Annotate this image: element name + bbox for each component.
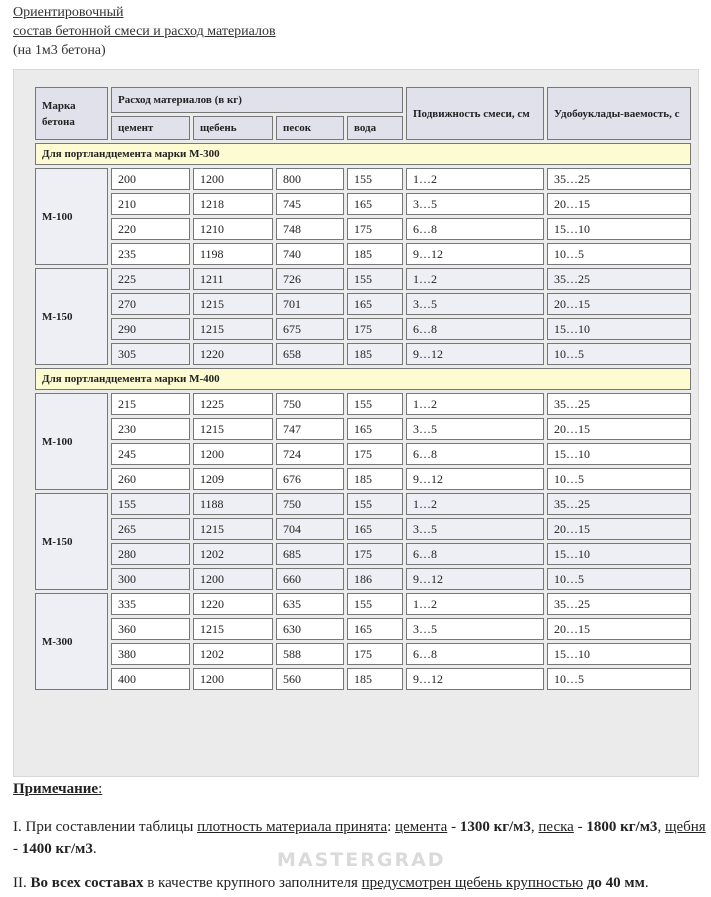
- water-cell: 185: [347, 343, 403, 365]
- cement-cell: 265: [111, 518, 190, 540]
- header-consumption: Расход материалов (в кг): [111, 87, 403, 113]
- workability-cell: 20…15: [547, 193, 691, 215]
- workability-cell: 15…10: [547, 443, 691, 465]
- sand-cell: 748: [276, 218, 344, 240]
- sand-cell: 660: [276, 568, 344, 590]
- mobility-cell: 1…2: [406, 268, 544, 290]
- cement-cell: 360: [111, 618, 190, 640]
- note-heading-text: Примечание: [13, 781, 99, 797]
- note1-gravel-value: 1400 кг/м3: [21, 841, 93, 857]
- water-cell: 175: [347, 443, 403, 465]
- sand-cell: 676: [276, 468, 344, 490]
- mobility-cell: 3…5: [406, 518, 544, 540]
- header-cement: цемент: [111, 116, 190, 140]
- workability-cell: 20…15: [547, 618, 691, 640]
- workability-cell: 10…5: [547, 568, 691, 590]
- workability-cell: 20…15: [547, 418, 691, 440]
- title-line-2: состав бетонной смеси и расход материалов: [13, 24, 276, 39]
- note1-gravel: щебня: [664, 819, 706, 835]
- cement-cell: 155: [111, 493, 190, 515]
- water-cell: 165: [347, 418, 403, 440]
- document-title: [13, 3, 276, 60]
- table-row: [35, 168, 691, 190]
- sand-cell: 685: [276, 543, 344, 565]
- workability-cell: 10…5: [547, 668, 691, 690]
- note1-dash1: -: [447, 819, 460, 835]
- cement-cell: 210: [111, 193, 190, 215]
- gravel-cell: 1200: [193, 668, 273, 690]
- watermark: MASTERGRAD: [277, 849, 446, 871]
- table-row: [35, 418, 691, 440]
- gravel-cell: 1218: [193, 193, 273, 215]
- gravel-cell: 1215: [193, 318, 273, 340]
- note2-prefix: II.: [13, 875, 31, 891]
- note2-end: .: [644, 875, 649, 891]
- gravel-cell: 1200: [193, 168, 273, 190]
- gravel-cell: 1200: [193, 568, 273, 590]
- mobility-cell: 9…12: [406, 343, 544, 365]
- mobility-cell: 3…5: [406, 618, 544, 640]
- table-row: [35, 468, 691, 490]
- gravel-cell: 1210: [193, 218, 273, 240]
- cement-cell: 300: [111, 568, 190, 590]
- water-cell: 175: [347, 643, 403, 665]
- gravel-cell: 1211: [193, 268, 273, 290]
- water-cell: 165: [347, 293, 403, 315]
- sand-cell: 750: [276, 393, 344, 415]
- note-heading: [13, 781, 102, 798]
- table-row: [35, 193, 691, 215]
- gravel-cell: 1215: [193, 518, 273, 540]
- gravel-cell: 1220: [193, 343, 273, 365]
- water-cell: 165: [347, 193, 403, 215]
- title-line-1: Ориентировочный: [13, 5, 124, 20]
- table-row: [35, 318, 691, 340]
- sand-cell: 630: [276, 618, 344, 640]
- sand-cell: 704: [276, 518, 344, 540]
- note2-size: до 40 мм: [586, 875, 645, 891]
- sand-cell: 658: [276, 343, 344, 365]
- sand-cell: 635: [276, 593, 344, 615]
- title-line-3: (на 1м3 бетона): [13, 43, 106, 58]
- sand-cell: 726: [276, 268, 344, 290]
- water-cell: 185: [347, 468, 403, 490]
- gravel-cell: 1188: [193, 493, 273, 515]
- sand-cell: 800: [276, 168, 344, 190]
- workability-cell: 15…10: [547, 318, 691, 340]
- cement-cell: 200: [111, 168, 190, 190]
- workability-cell: 20…15: [547, 293, 691, 315]
- mobility-cell: 6…8: [406, 643, 544, 665]
- table-row: [35, 243, 691, 265]
- water-cell: 155: [347, 493, 403, 515]
- header-workability: Удобоуклады-ваемость, с: [547, 87, 691, 140]
- workability-cell: 10…5: [547, 468, 691, 490]
- mobility-cell: 1…2: [406, 393, 544, 415]
- table-row: [35, 618, 691, 640]
- note1-sand-value: 1800 кг/м3: [586, 819, 658, 835]
- header-mobility: Подвижность смеси, см: [406, 87, 544, 140]
- table-row: [35, 218, 691, 240]
- note1-dash2: -: [573, 819, 587, 835]
- note1-cement-value: 1300 кг/м3: [459, 819, 531, 835]
- water-cell: 155: [347, 393, 403, 415]
- cement-cell: 230: [111, 418, 190, 440]
- workability-cell: 35…25: [547, 168, 691, 190]
- note-item-2: [13, 872, 711, 894]
- note1-sep: :: [387, 819, 396, 835]
- mobility-cell: 1…2: [406, 493, 544, 515]
- water-cell: 155: [347, 268, 403, 290]
- cement-cell: 260: [111, 468, 190, 490]
- gravel-cell: 1200: [193, 443, 273, 465]
- mobility-cell: 9…12: [406, 668, 544, 690]
- mobility-cell: 9…12: [406, 468, 544, 490]
- workability-cell: 15…10: [547, 543, 691, 565]
- mobility-cell: 1…2: [406, 168, 544, 190]
- mobility-cell: 3…5: [406, 293, 544, 315]
- header-water: вода: [347, 116, 403, 140]
- note1-sand: песка: [538, 819, 574, 835]
- gravel-cell: 1215: [193, 618, 273, 640]
- grade-cell: М-100: [35, 393, 108, 490]
- header-sand: песок: [276, 116, 344, 140]
- water-cell: 155: [347, 593, 403, 615]
- sand-cell: 724: [276, 443, 344, 465]
- workability-cell: 35…25: [547, 268, 691, 290]
- sand-cell: 740: [276, 243, 344, 265]
- table-row: [35, 668, 691, 690]
- concrete-mix-table: [32, 84, 694, 693]
- table-row: [35, 593, 691, 615]
- cement-cell: 380: [111, 643, 190, 665]
- water-cell: 186: [347, 568, 403, 590]
- table-row: [35, 343, 691, 365]
- cement-cell: 305: [111, 343, 190, 365]
- mobility-cell: 6…8: [406, 543, 544, 565]
- cement-cell: 280: [111, 543, 190, 565]
- mobility-cell: 9…12: [406, 568, 544, 590]
- cement-cell: 270: [111, 293, 190, 315]
- cement-cell: 225: [111, 268, 190, 290]
- mobility-cell: 3…5: [406, 193, 544, 215]
- workability-cell: 15…10: [547, 643, 691, 665]
- workability-cell: 10…5: [547, 343, 691, 365]
- note2-gravel: предусмотрен щебень крупностью: [361, 875, 584, 891]
- section-title: Для портландцемента марки М-400: [35, 368, 691, 390]
- workability-cell: 35…25: [547, 393, 691, 415]
- header-gravel: щебень: [193, 116, 273, 140]
- table-row: [35, 293, 691, 315]
- note1-comma1: ,: [530, 819, 539, 835]
- table-row: [35, 393, 691, 415]
- gravel-cell: 1202: [193, 643, 273, 665]
- note2-text: в качестве крупного заполнителя: [143, 875, 362, 891]
- cement-cell: 290: [111, 318, 190, 340]
- workability-cell: 20…15: [547, 518, 691, 540]
- cement-cell: 220: [111, 218, 190, 240]
- sand-cell: 747: [276, 418, 344, 440]
- workability-cell: 35…25: [547, 593, 691, 615]
- gravel-cell: 1209: [193, 468, 273, 490]
- mobility-cell: 9…12: [406, 243, 544, 265]
- mobility-cell: 6…8: [406, 218, 544, 240]
- sand-cell: 745: [276, 193, 344, 215]
- water-cell: 175: [347, 543, 403, 565]
- note-heading-colon: :: [98, 781, 103, 797]
- table-row: [35, 568, 691, 590]
- table-row: [35, 443, 691, 465]
- sand-cell: 701: [276, 293, 344, 315]
- header-grade: Марка бетона: [35, 87, 108, 140]
- section-title: Для портландцемента марки М-300: [35, 143, 691, 165]
- grade-cell: М-150: [35, 493, 108, 590]
- water-cell: 155: [347, 168, 403, 190]
- table-row: [35, 543, 691, 565]
- grade-cell: М-150: [35, 268, 108, 365]
- sand-cell: 560: [276, 668, 344, 690]
- table-frame: [13, 69, 699, 777]
- cement-cell: 245: [111, 443, 190, 465]
- cement-cell: 235: [111, 243, 190, 265]
- grade-cell: М-300: [35, 593, 108, 690]
- water-cell: 165: [347, 618, 403, 640]
- workability-cell: 35…25: [547, 493, 691, 515]
- table-row: [35, 643, 691, 665]
- gravel-cell: 1198: [193, 243, 273, 265]
- gravel-cell: 1225: [193, 393, 273, 415]
- gravel-cell: 1202: [193, 543, 273, 565]
- water-cell: 185: [347, 668, 403, 690]
- workability-cell: 15…10: [547, 218, 691, 240]
- note1-comma2: ,: [657, 819, 665, 835]
- note1-density: плотность материала принята: [197, 819, 388, 835]
- cement-cell: 400: [111, 668, 190, 690]
- sand-cell: 675: [276, 318, 344, 340]
- sand-cell: 588: [276, 643, 344, 665]
- water-cell: 185: [347, 243, 403, 265]
- note1-text: I. При составлении таблицы: [13, 819, 198, 835]
- mobility-cell: 6…8: [406, 443, 544, 465]
- note2-all: Во всех составах: [30, 875, 144, 891]
- mobility-cell: 3…5: [406, 418, 544, 440]
- gravel-cell: 1215: [193, 418, 273, 440]
- mobility-cell: 1…2: [406, 593, 544, 615]
- water-cell: 175: [347, 218, 403, 240]
- note1-dash3: -: [13, 841, 22, 857]
- table-row: [35, 518, 691, 540]
- water-cell: 165: [347, 518, 403, 540]
- gravel-cell: 1220: [193, 593, 273, 615]
- workability-cell: 10…5: [547, 243, 691, 265]
- grade-cell: М-100: [35, 168, 108, 265]
- mobility-cell: 6…8: [406, 318, 544, 340]
- sand-cell: 750: [276, 493, 344, 515]
- table-row: [35, 268, 691, 290]
- water-cell: 175: [347, 318, 403, 340]
- note1-end: .: [92, 841, 97, 857]
- cement-cell: 335: [111, 593, 190, 615]
- gravel-cell: 1215: [193, 293, 273, 315]
- table-row: [35, 493, 691, 515]
- note1-cement: цемента: [395, 819, 448, 835]
- cement-cell: 215: [111, 393, 190, 415]
